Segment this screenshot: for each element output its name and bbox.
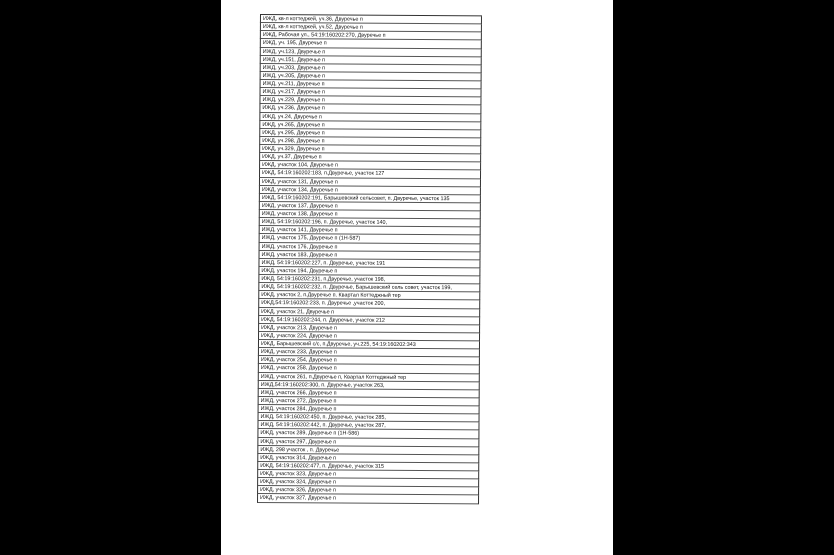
table-row: ИЖД, участок 323, Двуречье п — [257, 470, 479, 479]
table-row: ИЖД, уч.265, Двуречье п — [259, 121, 481, 130]
viewer-left-margin — [0, 0, 221, 555]
table-row: ИЖД, уч.217, Двуречье п — [259, 88, 481, 97]
table-row: ИЖД, участок 284, Двуречье п — [258, 405, 480, 414]
table-row: ИЖД, уч.151, Двуречье п — [260, 56, 482, 65]
table-row: ИЖД, участок 175, Двуречье п (1Н-587) — [259, 234, 481, 243]
table-row: ИЖД, уч.24, Двуречье п — [259, 112, 481, 121]
table-row: ИЖД, участок 326, Двуречье п — [257, 486, 479, 495]
table-row: ИЖД, уч.205, Двуречье п — [260, 72, 482, 81]
table-row: ИЖД, участок 272, Двуречье п — [258, 397, 480, 406]
table-row: ИЖД, кв-л коттеджей, уч.52, Двуречье п — [260, 23, 482, 32]
document-page[interactable] — [221, 0, 613, 555]
table-row: ИЖД, участок 131, Двуречье п — [259, 177, 481, 186]
table-row: ИЖД, 54:19:160202:231, п.Двуречье, участок 198, — [258, 275, 480, 284]
table-row: ИЖД, участок 266, Двуречье п — [258, 389, 480, 398]
table-row: ИЖД, 54:19:160202:450, п. Двуречье, участок 285, — [258, 413, 480, 422]
table-row: ИЖД, уч.298, Двуречье п — [259, 137, 481, 146]
table-row: ИЖД, 54:19:160202:244, п. Двуречье, участок 212 — [258, 316, 480, 325]
table-row: ИЖД, уч.295, Двуречье п — [259, 129, 481, 138]
table-row: ИЖД, 54:19:160202:196, п. Двуречье, участок 140, — [259, 218, 481, 227]
table-row: ИЖД, участок 104, Двуречье п — [259, 161, 481, 170]
table-row: ИЖД, участок 134, Двуречье п — [259, 186, 481, 195]
table-row: ИЖД, участок 289, Двуречье п (1Н-586) — [257, 429, 479, 438]
table-row: ИЖД, Рабочая ул., 54:19:160202:270, Двуречье п — [260, 31, 482, 40]
table-row: ИЖД, уч.211, Двуречье п — [260, 80, 482, 89]
table-row: ИЖД, 54:19:160202:442, п. Двуречье, участок 287, — [257, 421, 479, 430]
table-row: ИЖД, 54:19:160202:191, Барышевский сельсовет, п. Двуречье, участок 135 — [259, 194, 481, 203]
table-row: ИЖД, уч.123, Двуречье п — [260, 47, 482, 56]
table-row: ИЖД, участок 314, Двуречье п — [257, 454, 479, 463]
table-row: ИЖД, участок 176, Двуречье п — [259, 242, 481, 251]
table-row: ИЖД, участок 138, Двуречье п — [259, 210, 481, 219]
table-row: ИЖД, участок 224, Двуречье п — [258, 332, 480, 341]
table-row: ИЖД, участок 21, Двуречье п — [258, 307, 480, 316]
table-row: ИЖД, 298 участок , п. Двуречье — [257, 446, 479, 455]
table-row: ИЖД, участок 183, Двуречье п — [259, 251, 481, 260]
table-row: ИЖД, уч.229, Двуречье п — [259, 96, 481, 105]
table-row: ИЖД, 54:19:160202:227, п. Двуречье, участок 191 — [258, 259, 480, 268]
table-row: ИЖД, уч.203, Двуречье п — [260, 64, 482, 73]
table-row: ИЖД, уч.236, Двуречье п — [259, 104, 481, 113]
table-row: ИЖД, 54:19:160202:183, п.Двуречье, участок 127 — [259, 169, 481, 178]
table-row: ИЖД, участок 194, Двуречье п — [258, 267, 480, 276]
table-row: ИЖД, 54:19:160202:232, п. Двуречье, Барышевский сель совет, участок 199, — [258, 283, 480, 292]
table-row: ИЖД, участок 213, Двуречье п — [258, 324, 480, 333]
table-row: ИЖД, кв-л коттеджей, уч.36, Двуречье п — [260, 15, 482, 24]
table-row: ИЖД, участок 137, Двуречье п — [259, 202, 481, 211]
table-row: ИЖД, Барышевский с/с, п.Двуречье, уч.225, 54:19:160202:343 — [258, 340, 480, 349]
table-row: ИЖД, участок 324, Двуречье п — [257, 478, 479, 487]
table-row: ИЖД,54:19:160202:233, п. Двуречье ,участок 200, — [258, 299, 480, 308]
table-row: ИЖД, участок 2, п.Двуречье п. Квартал Коттеджный тер — [258, 291, 480, 300]
table-row: ИЖД, участок 233, Двуречье п — [258, 348, 480, 357]
table-row: ИЖД, 54:19:160202:477, п. Двуречье, участок 315 — [257, 462, 479, 471]
address-table — [257, 14, 482, 504]
table-row: ИЖД, участок 141, Двуречье п — [259, 226, 481, 235]
table-row: ИЖД,54:19:160202:300, п. Двуречье, участок 263, — [258, 381, 480, 390]
table-row: ИЖД, участок 297, Двуречье п — [257, 437, 479, 446]
table-row: ИЖД, участок 261, п.Двуречье п, Квартал Коттеджный тер — [258, 372, 480, 381]
viewer-right-margin — [613, 0, 834, 555]
table-row: ИЖД, участок 327, Двуречье п — [257, 494, 479, 503]
table-row: ИЖД, уч.37, Двуречье п — [259, 153, 481, 162]
table-row: ИЖД, уч.329, Двуречье п — [259, 145, 481, 154]
table-row: ИЖД, уч. 195, Двуречье п — [260, 39, 482, 48]
table-row: ИЖД, участок 254, Двуречье п — [258, 356, 480, 365]
table-row: ИЖД, участок 258, Двуречье п — [258, 364, 480, 373]
